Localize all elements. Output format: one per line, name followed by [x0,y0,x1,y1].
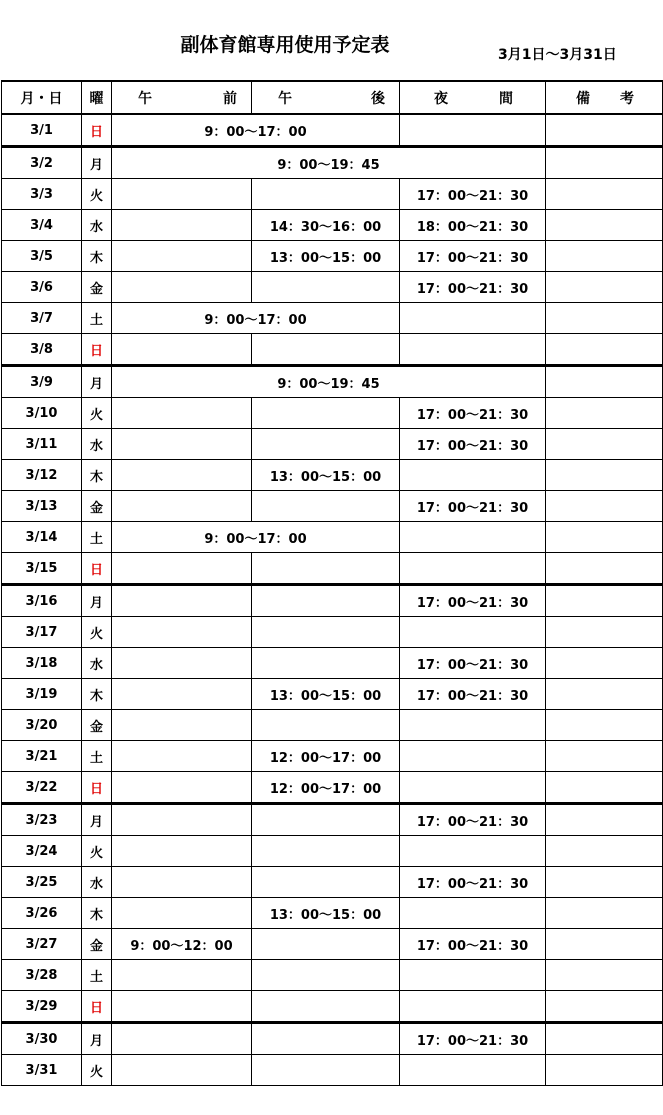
note-cell [546,334,663,366]
note-cell [546,522,663,553]
pm-cell: 13：00～15：00 [252,460,400,491]
weekday-cell: 月 [82,366,112,398]
night-cell: 17：00～21：30 [400,679,546,710]
date-cell: 3/26 [2,898,82,929]
weekday-cell: 火 [82,398,112,429]
am-cell [112,1055,252,1086]
weekday-cell: 水 [82,429,112,460]
weekday-cell: 土 [82,741,112,772]
weekday-cell: 土 [82,960,112,991]
night-cell: 17：00～21：30 [400,241,546,272]
table-row [2,553,663,585]
pm-cell [252,272,400,303]
table-row [2,179,663,210]
table-row [2,617,663,648]
am-pm-cell: 9：00～17：00 [112,522,400,553]
note-cell [546,179,663,210]
night-cell [400,836,546,867]
am-pm-cell: 9：00～17：00 [112,114,400,147]
note-cell [546,398,663,429]
am-cell [112,804,252,836]
table-row [2,522,663,553]
date-cell: 3/12 [2,460,82,491]
table-row [2,366,663,398]
night-cell [400,303,546,334]
weekday-cell: 土 [82,522,112,553]
table-row [2,460,663,491]
note-cell [546,617,663,648]
night-cell: 18：00～21：30 [400,210,546,241]
table-row [2,836,663,867]
table-row [2,585,663,617]
note-cell [546,741,663,772]
date-cell: 3/20 [2,710,82,741]
note-cell [546,867,663,898]
note-cell [546,585,663,617]
date-cell: 3/9 [2,366,82,398]
table-row [2,114,663,147]
weekday-cell: 日 [82,334,112,366]
pm-cell [252,334,400,366]
pm-cell [252,553,400,585]
night-cell [400,772,546,804]
night-cell [400,960,546,991]
weekday-cell: 水 [82,210,112,241]
table-row [2,491,663,522]
weekday-cell: 土 [82,303,112,334]
night-cell [400,741,546,772]
pm-cell [252,429,400,460]
night-cell [400,460,546,491]
pm-cell: 12：00～17：00 [252,772,400,804]
date-cell: 3/18 [2,648,82,679]
date-cell: 3/21 [2,741,82,772]
pm-cell [252,648,400,679]
night-cell: 17：00～21：30 [400,429,546,460]
header-afternoon-a: 午 [278,90,292,107]
am-cell [112,648,252,679]
table-row [2,648,663,679]
night-cell: 17：00～21：30 [400,867,546,898]
weekday-cell: 金 [82,929,112,960]
table-row [2,741,663,772]
table-row [2,272,663,303]
header-afternoon-b: 後 [371,90,385,107]
pm-cell [252,1055,400,1086]
night-cell [400,1055,546,1086]
table-row [2,867,663,898]
date-cell: 3/4 [2,210,82,241]
table-row [2,804,663,836]
header-weekday: 曜 [82,81,112,114]
page-title: 副体育館専用使用予定表 [180,34,390,56]
weekday-cell: 月 [82,585,112,617]
am-cell [112,960,252,991]
note-cell [546,491,663,522]
note-cell [546,679,663,710]
table-row [2,210,663,241]
date-cell: 3/8 [2,334,82,366]
am-cell [112,241,252,272]
table-row [2,898,663,929]
note-cell [546,960,663,991]
am-night-cell: 9：00～19：45 [112,366,546,398]
pm-cell: 14：30～16：00 [252,210,400,241]
pm-cell [252,836,400,867]
weekday-cell: 金 [82,710,112,741]
date-cell: 3/11 [2,429,82,460]
weekday-cell: 火 [82,179,112,210]
am-cell [112,1023,252,1055]
note-cell [546,210,663,241]
header-morning-b: 前 [223,90,237,107]
pm-cell [252,1023,400,1055]
pm-cell [252,960,400,991]
table-row [2,772,663,804]
header-night-a: 夜 [434,90,448,107]
night-cell: 17：00～21：30 [400,179,546,210]
pm-cell: 12：00～17：00 [252,741,400,772]
am-cell [112,334,252,366]
am-night-cell: 9：00～19：45 [112,147,546,179]
note-cell [546,898,663,929]
header-night-b: 間 [499,90,513,107]
table-row [2,334,663,366]
am-cell [112,836,252,867]
note-cell [546,804,663,836]
date-cell: 3/29 [2,991,82,1023]
weekday-cell: 木 [82,460,112,491]
table-row [2,991,663,1023]
date-cell: 3/14 [2,522,82,553]
table-row [2,1023,663,1055]
note-cell [546,1023,663,1055]
weekday-cell: 月 [82,147,112,179]
note-cell [546,429,663,460]
header-date: 月・日 [2,81,82,114]
am-cell [112,585,252,617]
date-cell: 3/7 [2,303,82,334]
night-cell [400,522,546,553]
am-cell [112,772,252,804]
note-cell [546,710,663,741]
date-cell: 3/28 [2,960,82,991]
table-row [2,960,663,991]
header-afternoon [252,81,400,114]
weekday-cell: 火 [82,1055,112,1086]
am-cell [112,867,252,898]
am-cell [112,272,252,303]
night-cell [400,710,546,741]
weekday-cell: 金 [82,491,112,522]
date-cell: 3/3 [2,179,82,210]
weekday-cell: 木 [82,241,112,272]
table-row [2,929,663,960]
table-row [2,710,663,741]
weekday-cell: 木 [82,679,112,710]
date-cell: 3/31 [2,1055,82,1086]
pm-cell: 13：00～15：00 [252,898,400,929]
date-cell: 3/19 [2,679,82,710]
am-cell [112,617,252,648]
night-cell: 17：00～21：30 [400,272,546,303]
note-cell [546,772,663,804]
pm-cell [252,398,400,429]
night-cell: 17：00～21：30 [400,585,546,617]
pm-cell [252,179,400,210]
header-notes-b: 考 [620,90,634,107]
header-notes-a: 備 [576,90,590,107]
am-cell [112,491,252,522]
night-cell [400,617,546,648]
table-row [2,1055,663,1086]
date-cell: 3/27 [2,929,82,960]
schedule-table [1,80,663,1086]
pm-cell: 13：00～15：00 [252,241,400,272]
am-cell [112,398,252,429]
date-cell: 3/23 [2,804,82,836]
weekday-cell: 日 [82,991,112,1023]
weekday-cell: 水 [82,867,112,898]
am-cell [112,991,252,1023]
header-night [400,81,546,114]
am-cell [112,898,252,929]
pm-cell [252,585,400,617]
note-cell [546,553,663,585]
weekday-cell: 日 [82,772,112,804]
pm-cell [252,804,400,836]
am-cell [112,741,252,772]
night-cell: 17：00～21：30 [400,929,546,960]
weekday-cell: 火 [82,836,112,867]
note-cell [546,929,663,960]
note-cell [546,303,663,334]
header-morning [112,81,252,114]
weekday-cell: 水 [82,648,112,679]
night-cell [400,991,546,1023]
am-cell: 9：00～12：00 [112,929,252,960]
night-cell [400,553,546,585]
weekday-cell: 金 [82,272,112,303]
date-cell: 3/5 [2,241,82,272]
date-cell: 3/17 [2,617,82,648]
pm-cell [252,929,400,960]
note-cell [546,991,663,1023]
table-row [2,679,663,710]
am-cell [112,179,252,210]
date-cell: 3/25 [2,867,82,898]
night-cell [400,898,546,929]
table-row [2,398,663,429]
note-cell [546,836,663,867]
am-cell [112,460,252,491]
note-cell [546,1055,663,1086]
date-cell: 3/22 [2,772,82,804]
weekday-cell: 月 [82,804,112,836]
night-cell [400,114,546,147]
am-cell [112,679,252,710]
table-row [2,303,663,334]
note-cell [546,366,663,398]
date-cell: 3/16 [2,585,82,617]
night-cell: 17：00～21：30 [400,398,546,429]
date-cell: 3/1 [2,114,82,147]
date-cell: 3/24 [2,836,82,867]
weekday-cell: 日 [82,114,112,147]
table-row [2,241,663,272]
night-cell: 17：00～21：30 [400,804,546,836]
weekday-cell: 日 [82,553,112,585]
weekday-cell: 月 [82,1023,112,1055]
am-cell [112,210,252,241]
note-cell [546,241,663,272]
header-notes [546,81,663,114]
am-cell [112,553,252,585]
night-cell: 17：00～21：30 [400,491,546,522]
note-cell [546,147,663,179]
am-cell [112,710,252,741]
am-cell [112,429,252,460]
table-row [2,429,663,460]
date-cell: 3/30 [2,1023,82,1055]
pm-cell [252,491,400,522]
date-cell: 3/15 [2,553,82,585]
date-cell: 3/10 [2,398,82,429]
table-row [2,147,663,179]
pm-cell [252,617,400,648]
date-cell: 3/6 [2,272,82,303]
pm-cell [252,867,400,898]
weekday-cell: 木 [82,898,112,929]
night-cell: 17：00～21：30 [400,648,546,679]
weekday-cell: 火 [82,617,112,648]
am-pm-cell: 9：00～17：00 [112,303,400,334]
date-cell: 3/2 [2,147,82,179]
header-row [2,81,663,114]
pm-cell [252,991,400,1023]
night-cell [400,334,546,366]
pm-cell [252,710,400,741]
note-cell [546,114,663,147]
night-cell: 17：00～21：30 [400,1023,546,1055]
header-morning-a: 午 [138,90,152,107]
date-range: 3月1日～3月31日 [498,47,617,63]
note-cell [546,272,663,303]
note-cell [546,460,663,491]
note-cell [546,648,663,679]
pm-cell: 13：00～15：00 [252,679,400,710]
date-cell: 3/13 [2,491,82,522]
